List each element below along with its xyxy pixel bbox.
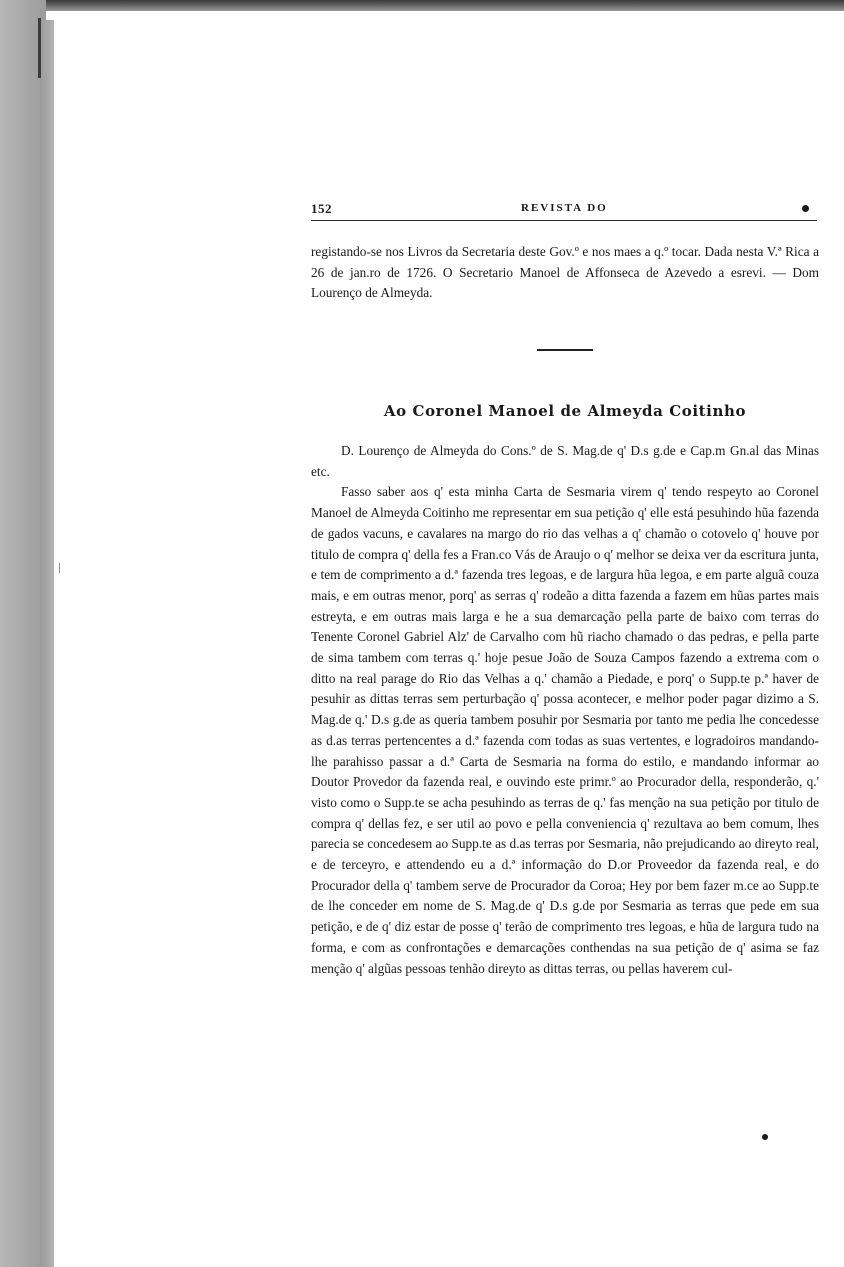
- scan-top-edge: [0, 0, 844, 11]
- journal-title: REVISTA DO: [521, 202, 608, 214]
- continuation-paragraph: registando-se nos Livros da Secretaria deste Gov.º e nos maes a q.º tocar. Dada nesta V.ª Rica a 26 de jan.ro de 1726. O Secretario Manoel de Affonseca de Azevedo a esrevi. — Dom Lourenço de Almeyda.: [311, 244, 819, 301]
- section-separator: [537, 349, 593, 351]
- page-number: 152: [311, 201, 332, 216]
- running-head: [311, 198, 819, 216]
- section-title: Ao Coronel Manoel de Almeyda Coitinho: [383, 402, 747, 421]
- scan-binding-mark: [38, 18, 41, 78]
- letter-body: [311, 441, 819, 979]
- ornament-dot-icon: [802, 205, 809, 212]
- ornament-dot-icon: [762, 1134, 768, 1140]
- header-rule: [311, 220, 817, 221]
- stray-mark: [59, 563, 60, 573]
- letter-salutation: D. Lourenço de Almeyda do Cons.º de S. Mag.de q' D.s g.de e Cap.m Gn.al das Minas etc.: [311, 443, 819, 479]
- scan-binding-shadow: [40, 20, 54, 1267]
- letter-paragraph: Fasso saber aos q' esta minha Carta de Sesmaria virem q' tendo respeyto ao Coronel Manoel de Almeyda Coitinho me representar em sua petição q' elle está pesuhindo hũa fazenda de gados vacuns, e cavalares na margo do rio das velhas a q' chamão o cotovelo q' houve por titulo de compra q' della fes a Fran.co Vás de Araujo o q' melhor se deixa ver da escritura junta, e tem de comprimento a d.ª fazenda tres legoas, e de largura hũa legoa, e em parte alguã couza mais, e em outras menor, porq' as serras q' rodeão a ditta fazenda a fazem em hũas partes mais estreyta, e em outras mais larga e he a sua demarcação pella parte de baixo com terras do Tenente Coronel Gabriel Alz' de Carvalho com hũ riacho chamado o das pedras, e pella parte de sima tambem com terras q.' hoje pesue João de Souza Campos fazendo a extrema com o ditto na real parage do Rio das Velhas a q.' chamão a Piedade, e porq' o Supp.te p.ª haver de pesuhir as dittas terras sem perturbação q' possa acontecer, e melhor poder pagar dizimo a S. Mag.de q.' D.s g.de as queria tambem posuhir por Sesmaria por tanto me pedia lhe concedesse as d.as terras pertencentes a d.ª fazenda com todas as suas vertentes, e logradoiros mandando-lhe parahisso passar a d.ª Carta de Sesmaria na forma do estilo, e mandando informar ao Doutor Provedor da fazenda real, e ouvindo este primr.º ao Procurador della, responderão, q.' visto como o Supp.te se acha pesuhindo as terras de q.' fas menção na sua petição por titulo de compra q' dellas fez, e ser util ao povo e pella conveniencia q' rezultava ao bem comum, lhes parecia se concedesem ao Supp.te as d.as terras por Sesmaria, não prejudicando ao direyto real, e de terceyro, e attendendo eu a d.ª informação do D.or Proveedor da fazenda real, e do Procurador della q' tambem serve de Procurador da Coroa; Hey por bem fazer m.ce ao Supp.te de lhe conceder em nome de S. Mag.de q' D.s g.de por Sesmaria as terras que pede em sua petição, e de q' diz estar de posse q' terão de comprimento tres legoas, e hũa de largura tudo na forma, e com as confrontações e demarcações conthendas na sua petição de q' asima se faz menção q' algũas pessoas tenhão direyto as dittas terras, ou pellas haverem cul-: [311, 484, 819, 976]
- document-page: [311, 198, 819, 976]
